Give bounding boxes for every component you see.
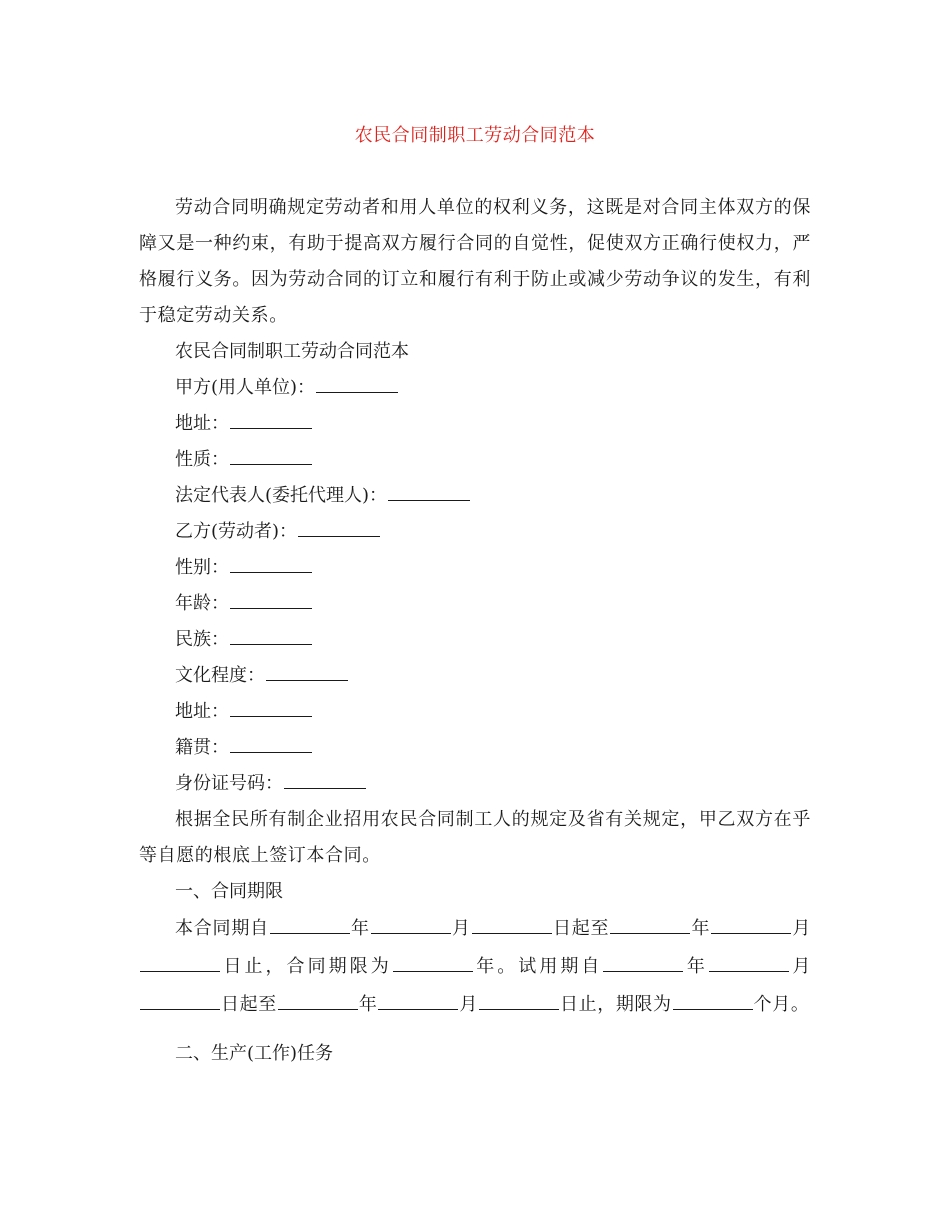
fill-blank	[230, 446, 312, 465]
period-text: 个	[753, 994, 773, 1015]
field-label: 性别：	[175, 557, 229, 578]
field-label: 法定代表人(委托代理人)：	[175, 485, 388, 506]
field-label: 年龄：	[175, 593, 229, 614]
fill-blank	[388, 482, 470, 501]
period-text: 年	[691, 918, 711, 939]
field-native-place	[139, 730, 811, 766]
fill-blank	[284, 770, 366, 789]
fill-blank	[378, 991, 458, 1010]
period-text: 本合同期自	[175, 918, 269, 939]
fill-blank	[230, 590, 312, 609]
fill-blank	[230, 698, 312, 717]
fill-blank	[140, 991, 220, 1010]
field-label: 地址：	[175, 701, 229, 722]
fill-blank	[278, 991, 358, 1010]
field-education	[139, 658, 811, 694]
fill-blank	[230, 410, 312, 429]
period-text: 月。	[772, 994, 810, 1015]
period-text: 月	[792, 918, 811, 939]
fill-blank	[230, 734, 312, 753]
fill-blank	[270, 915, 350, 934]
period-text: 日止，合同期限为	[221, 956, 392, 977]
fill-blank	[230, 626, 312, 645]
fill-blank	[610, 915, 690, 934]
field-label: 地址：	[175, 413, 229, 434]
section-heading-tasks: 二、生产(工作)任务	[175, 1043, 334, 1064]
fill-blank	[479, 991, 559, 1010]
field-label: 民族：	[175, 629, 229, 650]
basis-paragraph: 根据全民所有制企业招用农民合同制工人的规定及省有关规定，甲乙双方在乎等自愿的根底上签订本合同。	[139, 809, 811, 866]
period-text: 月	[789, 956, 811, 977]
period-text: 年。试用期自	[473, 956, 603, 977]
field-ethnicity	[139, 622, 811, 658]
fill-blank	[393, 953, 473, 972]
field-legal-representative	[139, 478, 811, 514]
fill-blank	[316, 374, 398, 393]
section-heading-term: 一、合同期限	[175, 881, 283, 902]
field-label: 身份证号码：	[175, 773, 283, 794]
contract-period-paragraph	[139, 910, 811, 1024]
field-age	[139, 586, 811, 622]
period-text: 月	[451, 918, 471, 939]
field-employee-address	[139, 694, 811, 730]
field-employer-address	[139, 406, 811, 442]
field-label: 性质：	[175, 449, 229, 470]
field-employer	[139, 370, 811, 406]
period-text: 年	[684, 956, 708, 977]
intro-paragraph: 劳动合同明确规定劳动者和用人单位的权利义务，这既是对合同主体双方的保障又是一种约束，有助于提高双方履行合同的自觉性，促使双方正确行使权力，严格履行义务。因为劳动合同的订立和履行有利于防止或减少劳动争议的发生，有利于稳定劳动关系。	[139, 197, 811, 326]
period-text: 年	[358, 994, 378, 1015]
period-text: 日止，期限为	[560, 994, 672, 1015]
fill-blank	[709, 953, 789, 972]
period-text: 年	[350, 918, 370, 939]
contract-subtitle: 农民合同制职工劳动合同范本	[175, 341, 409, 362]
period-text: 月	[459, 994, 479, 1015]
field-label: 甲方(用人单位)：	[175, 377, 316, 398]
fill-blank	[472, 915, 552, 934]
field-label: 籍贯：	[175, 737, 229, 758]
period-text: 日起至	[221, 994, 277, 1015]
field-label: 乙方(劳动者)：	[175, 521, 298, 542]
fill-blank	[140, 953, 220, 972]
fill-blank	[673, 991, 753, 1010]
field-label: 文化程度：	[175, 665, 265, 686]
period-text: 日起至	[552, 918, 610, 939]
document-title: 农民合同制职工劳动合同范本	[354, 125, 596, 146]
fill-blank	[371, 915, 451, 934]
fill-blank	[298, 518, 380, 537]
document-body	[139, 190, 811, 1072]
fill-blank	[266, 662, 348, 681]
fill-blank	[711, 915, 791, 934]
field-nature	[139, 442, 811, 478]
fill-blank	[230, 554, 312, 573]
field-gender	[139, 550, 811, 586]
fill-blank	[603, 953, 683, 972]
field-id-number	[139, 766, 811, 802]
field-employee	[139, 514, 811, 550]
